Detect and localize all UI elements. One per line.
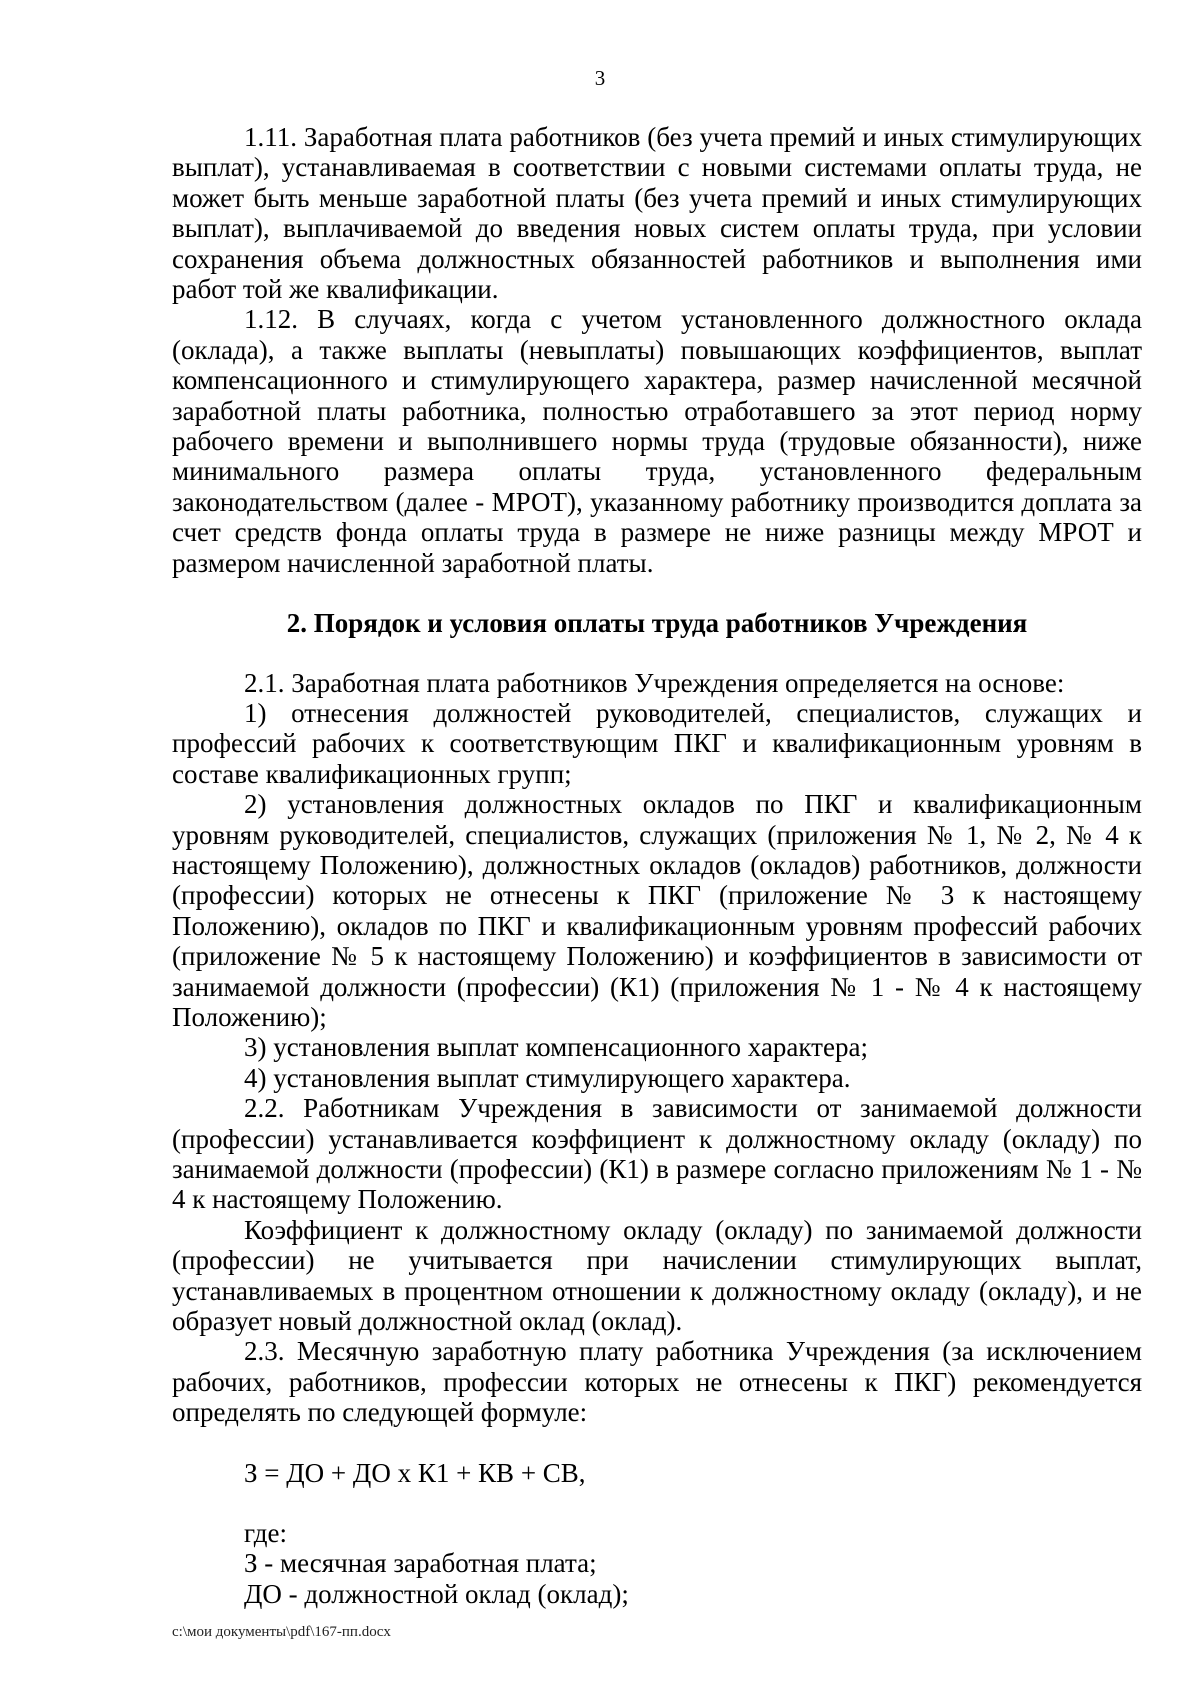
paragraph-coefficient-note: Коэффициент к должностному окладу (окладу) по занимаемой должности (профессии) не учитывается при начислении стимулирующих выплат, устанавливаемых в процентном отношении к должностному окладу (окладу), и не образует новый должностной оклад (оклад). (172, 1214, 1142, 1337)
formula-block (172, 1458, 1142, 1610)
paragraph-2-3: 2.3. Месячную заработную плату работника Учреждения (за исключением рабочих, работников, профессии которых не отнесены к ПКГ) рекомендуется определять по следующей формуле: (172, 1336, 1142, 1428)
paragraph-1-11: 1.11. Заработная плата работников (без учета премий и иных стимулирующих выплат), устанавливаемая в соответствии с новыми системами оплаты труда, не может быть меньше заработной платы (без учета премий и иных стимулирующих выплат), выплачиваемой до введения новых систем оплаты труда, при условии сохранения объема должностных обязанностей работников и выполнения ими работ той же квалификации. (172, 122, 1142, 305)
list-item-2: 2) установления должностных окладов по ПКГ и квалификационным уровням руководителей, специалистов, служащих (приложения № 1, № 2, № 4 к настоящему Положению), должностных окладов (окладов) работников, должности (профессии) которых не отнесены к ПКГ (приложение № 3 к настоящему Положению), окладов по ПКГ и квалификационным уровням профессий рабочих (приложение № 5 к настоящему Положению) и коэффициентов в зависимости от занимаемой должности (профессии) (К1) (приложения № 1 - № 4 к настоящему Положению); (172, 789, 1142, 1032)
paragraph-2-1: 2.1. Заработная плата работников Учреждения определяется на основе: (244, 667, 1065, 698)
paragraph-2-2: 2.2. Работникам Учреждения в зависимости от занимаемой должности (профессии) устанавливается коэффициент к должностному окладу (окладу) по занимаемой должности (профессии) (К1) в размере согласно приложениям № 1 - № 4 к настоящему Положению. (172, 1093, 1142, 1215)
salary-formula: З = ДО + ДО х К1 + КВ + СВ, (244, 1457, 586, 1488)
list-item-3: 3) установления выплат компенсационного характера; (244, 1032, 868, 1063)
list-item-4: 4) установления выплат стимулирующего характера. (244, 1062, 851, 1093)
page-number: 3 (594, 66, 606, 90)
document-body (172, 122, 1142, 1609)
list-item-1: 1) отнесения должностей руководителей, специалистов, служащих и профессий рабочих к соответствующим ПКГ и квалификационным уровням в составе квалификационных групп; (172, 697, 1142, 789)
section-heading: 2. Порядок и условия оплаты труда работников Учреждения (286, 608, 1028, 639)
definition-z: З - месячная заработная плата; (244, 1548, 597, 1579)
paragraph-1-12: 1.12. В случаях, когда с учетом установленного должностного оклада (оклада), а также выплаты (невыплаты) повышающих коэффициентов, выплат компенсационного и стимулирующего характера, размер начисленной месячной заработной платы работника, полностью отработавшего за этот период норму рабочего времени и выполнившего нормы труда (трудовые обязанности), ниже минимального размера оплаты труда, установленного федеральным законодательством (далее - МРОТ), указанному работнику производится доплата за счет средств фонда оплаты труда в размере не ниже разницы между МРОТ и размером начисленной заработной платы. (172, 304, 1142, 578)
where-label: где: (244, 1518, 287, 1549)
definition-do: ДО - должностной оклад (оклад); (244, 1578, 629, 1609)
footer-file-path: c:\мои документы\pdf\167-пп.docx (172, 1624, 391, 1640)
